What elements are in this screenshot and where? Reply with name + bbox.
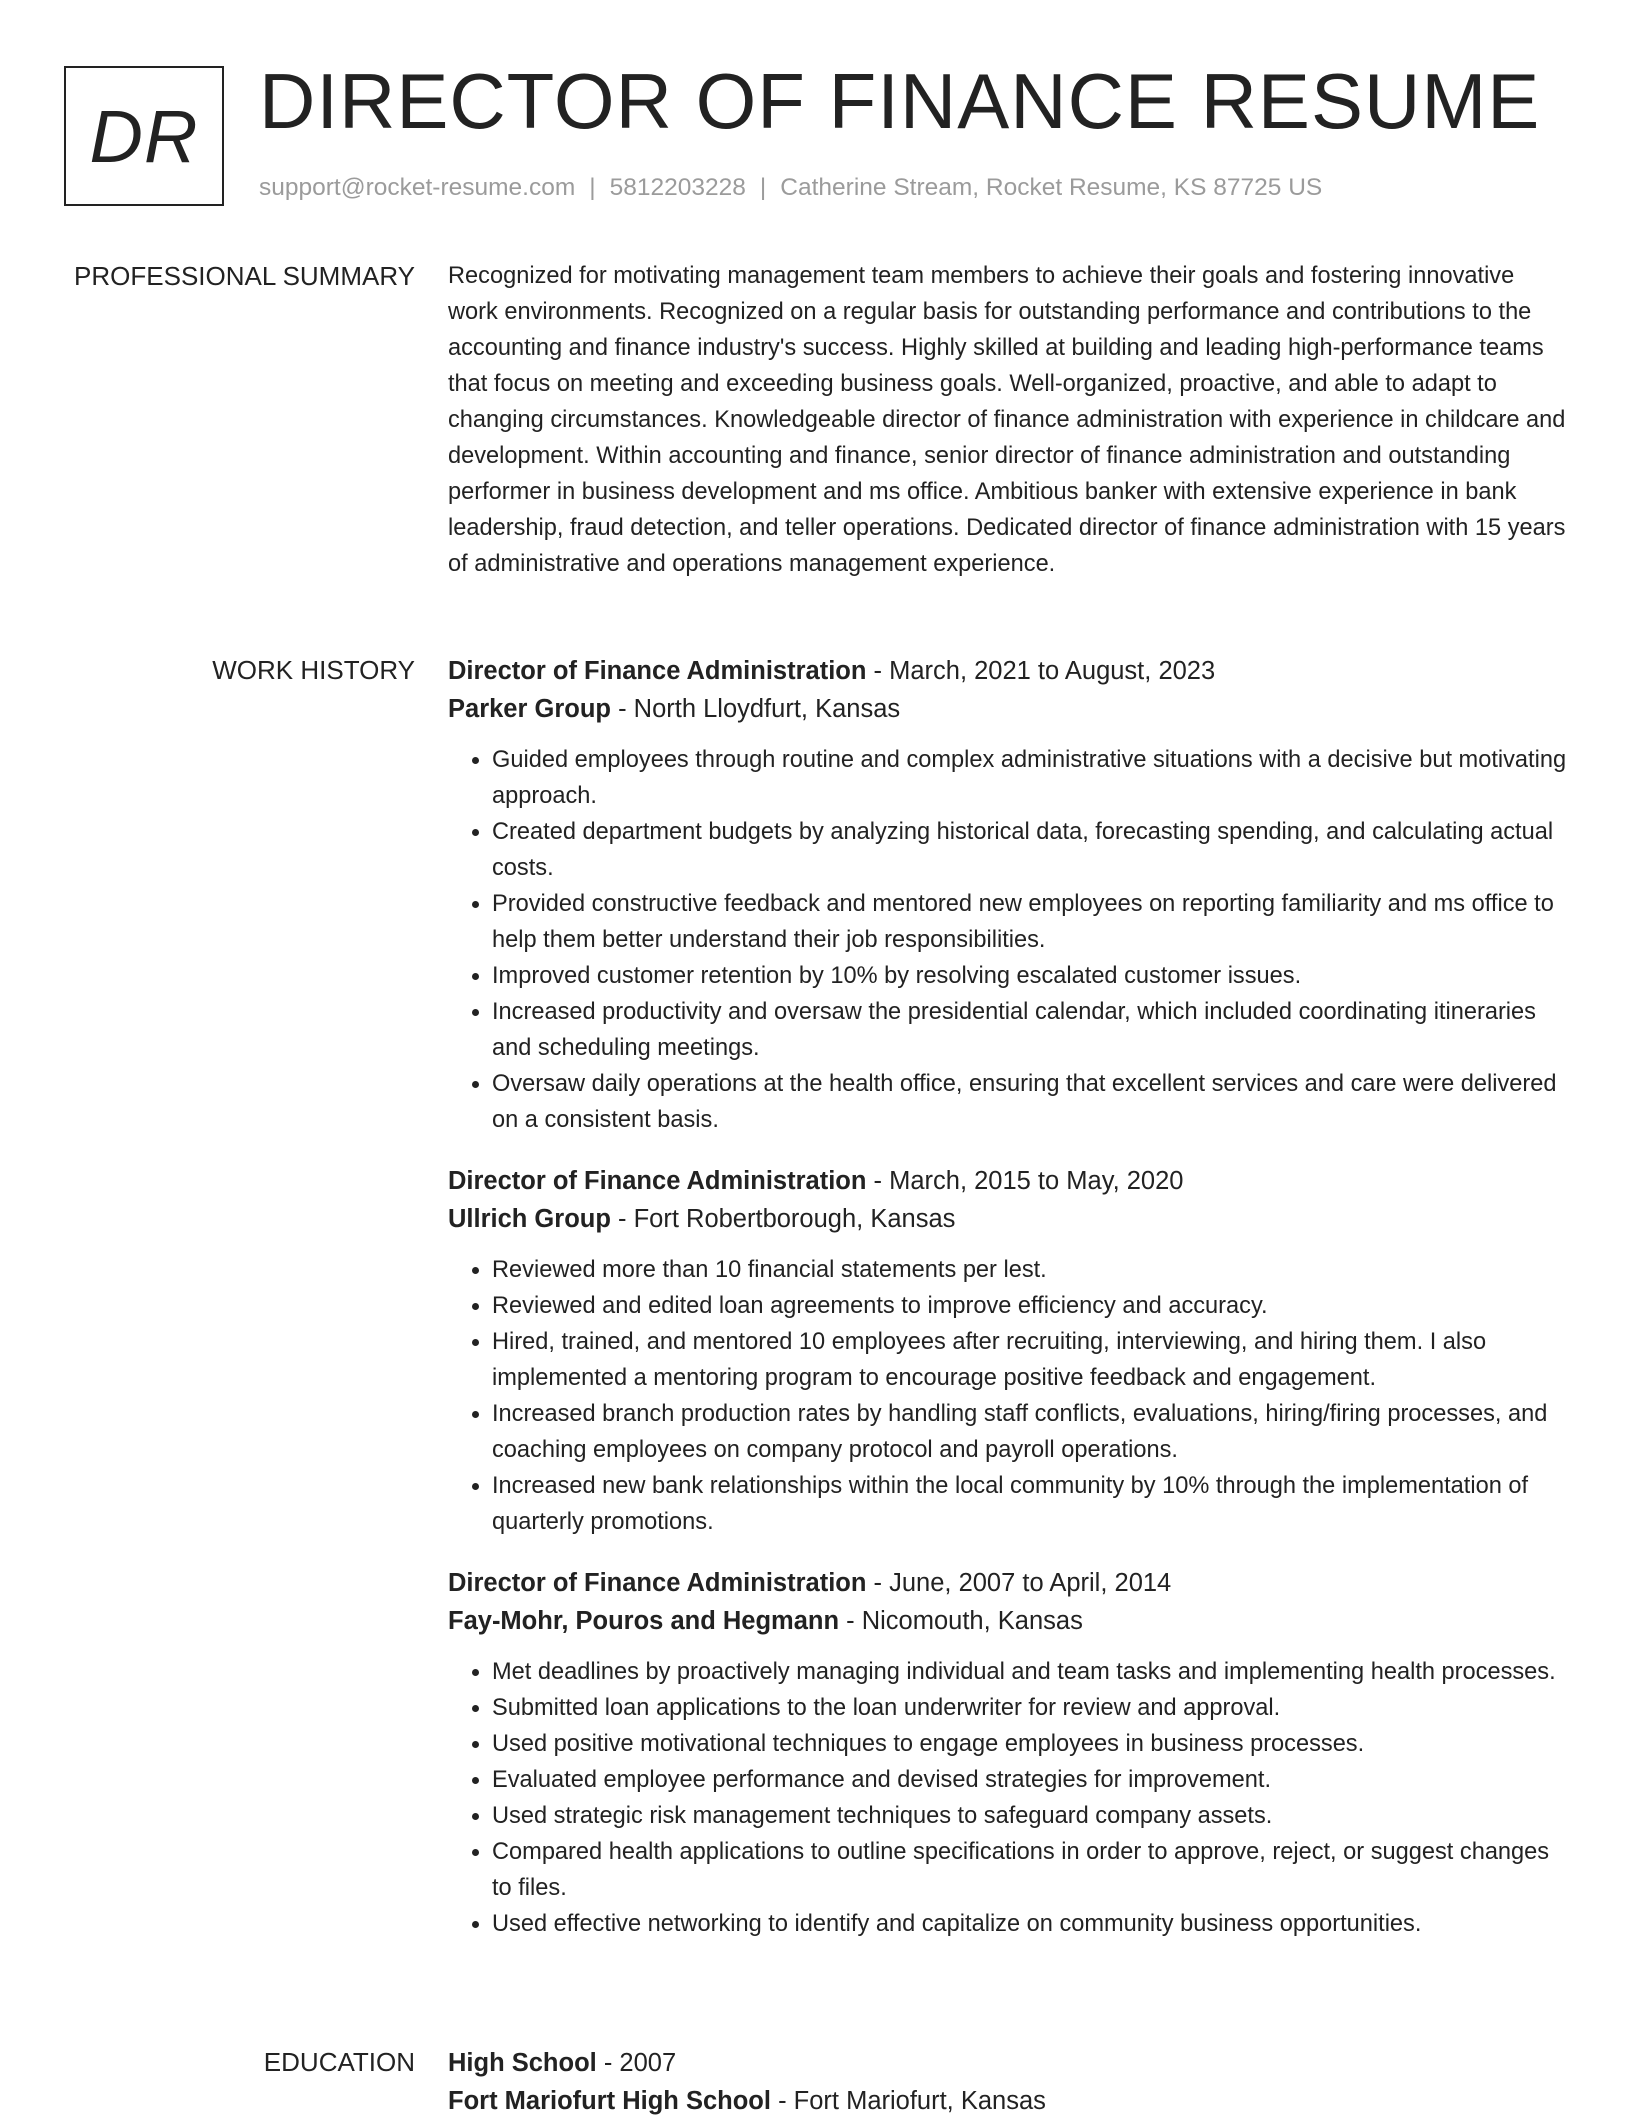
job-bullet: • Provided constructive feedback and mentored new employees on reporting familiarity and ms office to help them better understand their job responsibilities. <box>492 886 1568 958</box>
education-school-line <box>448 2082 1568 2120</box>
job-bullet: • Evaluated employee performance and devised strategies for improvement. <box>492 1762 1568 1798</box>
summary-text: Recognized for motivating management team members to achieve their goals and fostering innovative work environments. Recognized on a regular basis for outstanding performance and contributions to the accounting and finance industry's success. Highly skilled at building and leading high-performance teams that focus on meeting and exceeding business goals. Well-organized, proactive, and able to adapt to changing circumstances. Knowledgeable director of finance administration with experience in childcare and development. Within accounting and finance, senior director of finance administration and outstanding performer in business development and ms office. Ambitious banker with extensive experience in bank leadership, fraud detection, and teller operations. Dedicated director of finance administration with 15 years of administrative and operations management experience. <box>448 263 1566 577</box>
job-company-line <box>448 690 1568 728</box>
contact-separator: | <box>589 174 596 201</box>
job-company-line <box>448 1602 1568 1640</box>
job-location: - Nicomouth, Kansas <box>846 1607 1083 1635</box>
job-bullets <box>448 1654 1568 1942</box>
contact-separator: | <box>759 174 767 201</box>
section-label-summary: PROFESSIONAL SUMMARY <box>74 261 415 291</box>
job-dates: - June, 2007 to April, 2014 <box>873 1569 1172 1597</box>
job-title-line <box>448 652 1568 690</box>
job-company-line <box>448 1200 1568 1238</box>
education-degree: High School <box>448 2049 597 2077</box>
contact-email: support@rocket-resume.com <box>259 174 576 201</box>
education-school: Fort Mariofurt High School <box>448 2087 771 2115</box>
job-title: Director of Finance Administration <box>448 1569 867 1597</box>
job-bullet: • Compared health applications to outline specifications in order to approve, reject, or suggest changes to files. <box>492 1834 1568 1906</box>
contact-address: Catherine Stream, Rocket Resume, KS 87725 US <box>780 174 1323 201</box>
education-year: - 2007 <box>603 2049 677 2077</box>
job-location: - North Lloydfurt, Kansas <box>618 695 901 723</box>
job-entry <box>448 1564 1568 1942</box>
job-entry <box>448 1162 1568 1540</box>
job-bullet: • Used strategic risk management techniques to safeguard company assets. <box>492 1798 1568 1834</box>
page-title: DIRECTOR OF FINANCE RESUME <box>259 57 1541 145</box>
job-entry <box>448 652 1568 1138</box>
initials-text: DR <box>89 94 199 178</box>
section-label-work-history: WORK HISTORY <box>212 655 415 685</box>
job-bullet: • Reviewed more than 10 financial statements per lest. <box>492 1252 1568 1288</box>
job-bullet: • Used effective networking to identify and capitalize on community business opportunities. <box>492 1906 1568 1942</box>
initials-monogram <box>64 66 224 206</box>
job-bullet: • Increased branch production rates by handling staff conflicts, evaluations, hiring/firing processes, and coaching employees on company protocol and payroll operations. <box>492 1396 1568 1468</box>
job-title: Director of Finance Administration <box>448 1167 867 1195</box>
job-dates: - March, 2015 to May, 2020 <box>873 1167 1184 1195</box>
job-title-line <box>448 1564 1568 1602</box>
job-bullet: • Met deadlines by proactively managing individual and team tasks and implementing health processes. <box>492 1654 1568 1690</box>
job-bullet: • Used positive motivational techniques to engage employees in business processes. <box>492 1726 1568 1762</box>
job-bullet: • Increased new bank relationships within the local community by 10% through the implementation of quarterly promotions. <box>492 1468 1568 1540</box>
education-location: - Fort Mariofurt, Kansas <box>778 2087 1046 2115</box>
contact-line <box>259 174 1322 202</box>
contact-phone: 5812203228 <box>609 174 746 201</box>
section-label-education: EDUCATION <box>263 2047 415 2077</box>
job-bullets <box>448 742 1568 1138</box>
job-bullet: • Oversaw daily operations at the health office, ensuring that excellent services and care were delivered on a consistent basis. <box>492 1066 1568 1138</box>
job-bullet: • Submitted loan applications to the loan underwriter for review and approval. <box>492 1690 1568 1726</box>
job-bullet: • Guided employees through routine and complex administrative situations with a decisive but motivating approach. <box>492 742 1568 814</box>
job-location: - Fort Robertborough, Kansas <box>618 1205 956 1233</box>
education-degree-line <box>448 2044 1568 2082</box>
job-bullet: • Hired, trained, and mentored 10 employees after recruiting, interviewing, and hiring them. I also implemented a mentoring program to encourage positive feedback and engagement. <box>492 1324 1568 1396</box>
job-company: Parker Group <box>448 695 611 723</box>
job-bullet: • Reviewed and edited loan agreements to improve efficiency and accuracy. <box>492 1288 1568 1324</box>
job-dates: - March, 2021 to August, 2023 <box>873 657 1216 685</box>
job-company: Ullrich Group <box>448 1205 611 1233</box>
job-bullets <box>448 1252 1568 1540</box>
job-bullet: • Increased productivity and oversaw the presidential calendar, which included coordinating itineraries and scheduling meetings. <box>492 994 1568 1066</box>
job-bullet: • Created department budgets by analyzing historical data, forecasting spending, and calculating actual costs. <box>492 814 1568 886</box>
job-company: Fay-Mohr, Pouros and Hegmann <box>448 1607 840 1635</box>
job-bullet: • Improved customer retention by 10% by resolving escalated customer issues. <box>492 958 1568 994</box>
job-title-line <box>448 1162 1568 1200</box>
job-title: Director of Finance Administration <box>448 657 867 685</box>
